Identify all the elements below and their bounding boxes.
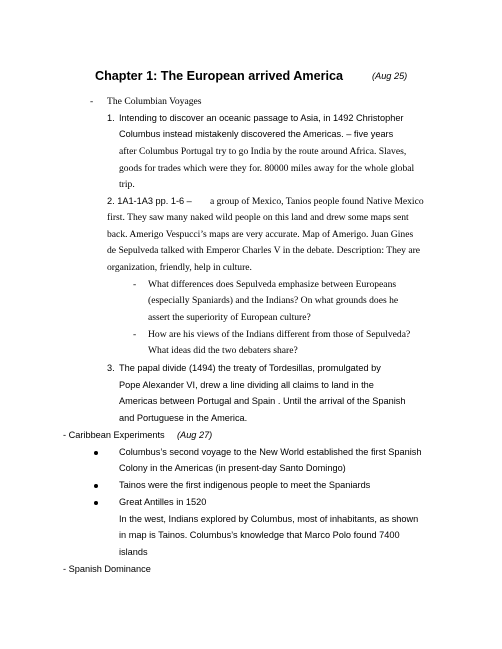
- question-line: (especially Spaniards) and the Indians? On what grounds does he: [148, 295, 399, 306]
- item-2-line: back. Amerigo Vespucci’s maps are very accurate. Map of Amerigo. Juan Gines: [107, 229, 414, 240]
- item-3-line: The papal divide (1494) the treaty of Tordesillas, promulgated by: [119, 363, 381, 373]
- question-line: What ideas did the two debaters share?: [148, 345, 298, 356]
- item-1-line: Intending to discover an oceanic passage to Asia, in 1492 Christopher: [119, 113, 404, 123]
- item-3-line: Pope Alexander VI, drew a line dividing all claims to land in the: [119, 380, 374, 390]
- item-1-line: Columbus instead mistakenly discovered the Americas. – five years: [119, 129, 394, 139]
- item-1-line: after Columbus Portugal try to go India by the route around Africa. Slaves,: [119, 146, 407, 157]
- question-line: How are his views of the Indians different from those of Sepulveda?: [148, 329, 411, 340]
- item-1-line: goods for trades which were they for. 80000 miles away for the whole global: [119, 163, 415, 174]
- question-marker: -: [133, 279, 137, 290]
- item-2-line: a group of Mexico, Tanios people found Native Mexico: [210, 196, 424, 207]
- question-marker: -: [133, 329, 137, 340]
- bullet-line: Tainos were the first indigenous people to meet the Spaniards: [119, 480, 371, 490]
- item-3-line: and Portuguese in the America.: [119, 413, 248, 423]
- bullet-icon: [94, 501, 98, 505]
- section-date: (Aug 27): [177, 430, 213, 440]
- page-title: Chapter 1: The European arrived America: [95, 69, 343, 83]
- section-marker: -: [90, 96, 94, 107]
- bullet-line: Colony in the Americas (in present-day Santo Domingo): [119, 463, 346, 473]
- item-2-lead: 2. 1A1-1A3 pp. 1-6 –: [107, 196, 192, 206]
- item-1-line: trip.: [119, 179, 135, 190]
- title-date: (Aug 25): [372, 71, 408, 81]
- bullet-icon: [94, 484, 98, 488]
- bullet-icon: [94, 451, 98, 455]
- item-number: 3.: [107, 363, 115, 373]
- section-heading: - Spanish Dominance: [63, 564, 151, 574]
- section-heading: - Caribbean Experiments: [63, 430, 165, 440]
- question-line: assert the superiority of European culture?: [148, 312, 311, 323]
- item-2-line: organization, friendly, help in culture.: [107, 262, 252, 273]
- paragraph-line: In the west, Indians explored by Columbus, most of inhabitants, as shown: [119, 514, 419, 524]
- question-line: What differences does Sepulveda emphasize between Europeans: [148, 279, 397, 290]
- section-heading: The Columbian Voyages: [107, 96, 202, 107]
- bullet-line: Great Antilles in 1520: [119, 497, 207, 507]
- item-2-line: first. They saw many naked wild people on this land and drew some maps sent: [107, 212, 409, 223]
- item-number: 1.: [107, 113, 115, 123]
- paragraph-line: in map is Tainos. Columbus’s knowledge that Marco Polo found 7400: [119, 530, 400, 540]
- item-3-line: Americas between Portugal and Spain . Until the arrival of the Spanish: [119, 396, 406, 406]
- item-2-line: de Sepulveda talked with Emperor Charles V in the debate. Description: They are: [107, 245, 421, 256]
- paragraph-line: islands: [119, 547, 148, 557]
- bullet-line: Columbus’s second voyage to the New World established the first Spanish: [119, 447, 422, 457]
